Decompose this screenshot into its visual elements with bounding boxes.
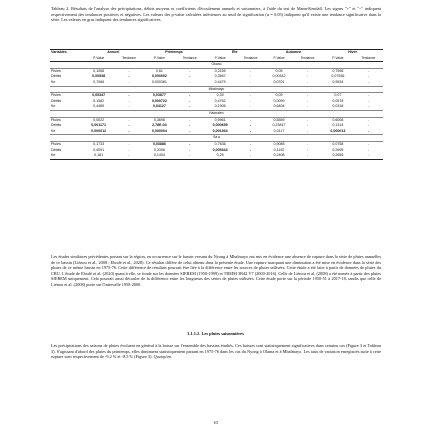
trend-cell: - [367,141,369,146]
trend-cell: - [128,74,130,79]
pvalue-cell: 0,09 [275,93,283,98]
pvalue-cell: 0,1733 [93,141,105,146]
trend-cell: - [367,74,369,79]
trend-cell: - [306,123,309,128]
variable-cell: Ke [50,153,83,159]
header-pvalue: P-Value [144,56,175,62]
pvalue-cell: 0,1906 [214,104,226,109]
trend-cell: - [306,128,309,133]
header-tendance: Tendance [354,56,383,62]
variable-cell: Débits [51,74,62,79]
trend-cell: - [367,98,369,103]
trend-cell: - [354,153,383,159]
header-period: Hiver [322,50,383,56]
pvalue-cell: 0,0701 [273,79,285,84]
trend-cell: - [249,128,252,133]
table-row [50,129,383,135]
trend-cell: - [128,68,130,73]
trend-cell: - [189,123,191,128]
paragraph-seasonal-rain: Les précipitations des saisons de pluies évoluent en général à la baisse sur l'ensemble des bassins étudiés. Ces baisses sont statistiquement significatives dans certains cas (Figure 3 et Tableau 3). S'agissant d'abord des pluies du printemps, elles diminuent statistiquement partant en 1975-76 dans les cas du Nyong à Olama et à Mbalmayo. Les taux de variation enregistrés suite à cette rupture sont respectivement de -9,2 % et -8,5 % (Figure 3). Quoiqu'en [51,343,381,360]
trend-cell: - [367,128,369,133]
pvalue-cell: 0,07 [334,93,342,98]
trend-cell: - [367,147,369,152]
trend-cell: - [249,117,252,122]
variable-cell: Ke [51,104,56,109]
variable-cell: Débits [51,123,62,128]
pvalue-cell: 0,2655 [322,153,353,159]
variable-cell: Pluies [51,141,61,146]
table-row [50,153,383,159]
station-section-row [50,62,383,69]
trend-cell: - [189,93,191,98]
pvalue-cell: 0,39 [216,93,224,98]
header-pvalue: P-Value [204,56,235,62]
pvalue-cell: 0,0758 [332,141,344,146]
trend-cell: - [367,117,369,122]
pvalue-cell: 0,9534 [332,79,344,84]
trend-cell: - [128,141,130,146]
trend-cell: - [306,117,309,122]
table-row [50,104,383,110]
header-period: Été [204,50,265,56]
pvalue-cell: 0,3306 [153,147,165,152]
variable-cell: Ke [51,128,56,133]
header-tendance: Tendance [114,56,143,62]
trend-cell: - [128,117,130,122]
variable-cell: Débits [51,147,62,152]
variable-cell: Pluies [51,117,61,122]
pvalue-cell: 0,7066 [93,79,105,84]
trend-cell: - [189,141,191,146]
paragraph-studies-comparison: Les études similaires précédentes portant sur la région, en occurrence sur le bassin versant du Nyong à Mbalmayo ont mis en évidence une absence de rupture dans la série de pluies annuelles de ce bassin (Liénou et al., 2008 ; Ebodé et al., 2020). Ce résultat diffère de celui obtenu dans la présente étude. Une rupture marquant une diminution a été mise en évidence dans la série des pluies de ce même bassin en 1975-76. Cette différence de résultats pourrait être liée à la différence entre les sources de pluies utilisées. Cette étude a été faite à partir de données de pluies du CRU. L'étude de Ebodé et al. (2020) quant à elle, se fonde sur les données SIEREM (1950-1999) et TRMM 3B42 V7 (2000-2016). Celle de Liénou et al. (2008) a été menée à partir des pluies SIEREM uniquement. Cela pourrait aussi découler de la différence entre les longueurs des séries de pluies utilisées. Cette étude porte sur la période 1950-51 à 2017-18, tandis que celle de Liénou et al. (2008) porte sur l'intervalle 1950-2000. [51,254,381,287]
trend-cell: - [236,153,265,159]
pvalue-cell: 0,25 [204,153,235,159]
station-name: Nsimalen [50,110,383,117]
pvalue-cell: 0,7636 [214,141,226,146]
table-caption: Tableau 2. Résultats de l'analyse des précipitations, débits moyens et coefficients d'écoulement annuels et saisonniers, à l'aide du test de Mann-Kendall. Les signes "+" et "−" indiquent respectivement des tendances positives et négatives. Les valeurs des p-value calculées inférieures au seuil de signification (α = 0,05) indiquent qu'il existe une tendance significative dans la série. Les valeurs en gras indiquent des tendances significatives. [51,6,381,23]
results-table [50,49,383,160]
trend-cell: - [249,79,252,84]
table-row [50,80,383,86]
pvalue-cell: 0,6404 [273,104,285,109]
trend-cell: - [128,128,130,133]
station-name: Okano [50,62,383,69]
header-period: Printemps [144,50,205,56]
pvalue-cell: 0,23817 [272,123,286,128]
station-name: Sa'a [50,135,383,142]
trend-cell: - [249,93,252,98]
trend-cell: - [175,153,204,159]
trend-cell: - [249,74,252,79]
trend-cell: - [249,98,252,103]
header-tendance: Tendance [293,56,322,62]
trend-cell: - [249,147,252,152]
trend-cell: - [306,93,309,98]
trend-cell: - [128,147,130,152]
station-name: Mbalmayo [50,86,383,93]
trend-cell: - [189,98,191,103]
variable-cell: Ke [51,79,56,84]
trend-cell: - [189,79,191,84]
trend-cell: - [114,153,143,159]
pvalue-cell: 0,3567 [214,74,226,79]
header-pvalue: P-Value [83,56,114,62]
trend-cell: - [367,123,369,128]
table-header-sub [50,56,383,62]
pvalue-cell: 0,000013 [330,128,346,133]
table-row [50,123,383,129]
header-variables: Variables [50,50,83,56]
pvalue-cell: 0,2155 [214,68,226,73]
pvalue-cell: 0,0578 [332,98,344,103]
pvalue-cell: 0,4091 [93,147,105,152]
trend-cell: - [293,153,322,159]
trend-cell: - [306,104,309,109]
trend-cell: - [306,68,309,73]
trend-cell: - [249,141,252,146]
pvalue-cell: 0,4762 [214,98,226,103]
pvalue-cell: 0,4479 [214,79,226,84]
pvalue-cell: 0,07536 [331,74,345,79]
pvalue-cell: 0,005344 [212,147,228,152]
pvalue-cell: 0,1314 [332,123,344,128]
trend-cell: - [249,123,252,128]
pvalue-cell: 0,1068 [93,68,105,73]
pvalue-cell: 0,00347 [92,93,106,98]
subsection-heading: 3.1.1.2. Les pluies saisonnières [187,331,244,336]
trend-cell: - [306,74,309,79]
header-period: Automne [265,50,322,56]
pvalue-cell: 2,78E-04 [152,123,167,128]
pvalue-cell: 0,00538 [92,74,106,79]
trend-cell: - [367,68,369,73]
station-section-row [50,135,383,142]
table-row [50,141,383,147]
variable-cell: Pluies [51,93,61,98]
trend-cell: - [128,98,130,103]
pvalue-cell: 0,000002 [151,74,167,79]
pvalue-cell: 0,000381 [151,79,167,84]
trend-cell: - [128,104,130,109]
pvalue-cell: 0,0022 [93,117,105,122]
trend-cell: - [249,68,252,73]
header-tendance: Tendance [175,56,204,62]
trend-cell: - [367,104,369,109]
page-number: 10 [213,420,218,425]
pvalue-cell: 0,000722 [151,98,167,103]
header-tendance: Tendance [236,56,265,62]
header-period: Annuel [83,50,144,56]
pvalue-cell: 0,04127 [152,104,166,109]
pvalue-cell: 0,4465 [93,104,105,109]
station-section-row [50,86,383,93]
trend-cell: - [189,147,191,152]
pvalue-cell: 0,03877 [152,93,166,98]
variable-cell: Pluies [51,68,61,73]
header-pvalue: P-Value [265,56,293,62]
pvalue-cell: 0,2695 [332,147,344,152]
pvalue-cell: 0,0318 [332,104,344,109]
pvalue-cell: 0,1582 [93,98,105,103]
pvalue-cell: 0,5559 [273,117,285,122]
variable-cell: Débits [51,98,62,103]
trend-cell: - [189,117,191,122]
pvalue-cell: 0,9085 [273,141,285,146]
pvalue-cell: 0,05 [275,68,283,73]
pvalue-cell: 0,181 [83,153,114,159]
pvalue-cell: 0,1192 [273,147,285,152]
header-pvalue: P-Value [322,56,353,62]
pvalue-cell: 0,9961 [214,117,226,122]
trend-cell: - [306,98,309,103]
pvalue-cell: 0,1404 [144,153,175,159]
trend-cell: - [128,93,130,98]
pvalue-cell: 0,001934 [212,128,228,133]
trend-cell: - [189,68,191,73]
pvalue-cell: 0,000012 [91,128,107,133]
pvalue-cell: 0,7598 [332,68,344,73]
pvalue-cell: 0,3698 [153,117,165,122]
trend-cell: - [367,79,369,84]
trend-cell: - [306,147,309,152]
pvalue-cell: 0,0117 [273,128,285,133]
pvalue-cell: 0,000695 [212,123,228,128]
pvalue-cell: 0,001171 [91,123,107,128]
pvalue-cell: 0,00342 [272,74,286,79]
pvalue-cell: 0,000004 [151,128,167,133]
pvalue-cell: 0,03886 [152,141,166,146]
trend-cell: - [249,104,252,109]
trend-cell: - [189,128,191,133]
trend-cell: - [306,79,309,84]
trend-cell: - [128,79,130,84]
pvalue-cell: 0,61 [155,68,163,73]
pvalue-cell: 0,2408 [265,153,293,159]
trend-cell: - [306,141,309,146]
trend-cell: - [189,74,191,79]
pvalue-cell: 0,0099 [273,98,285,103]
trend-cell: - [128,123,130,128]
trend-cell: - [367,93,369,98]
pvalue-cell: 0,6008 [332,117,344,122]
trend-cell: - [189,104,191,109]
station-section-row [50,110,383,117]
